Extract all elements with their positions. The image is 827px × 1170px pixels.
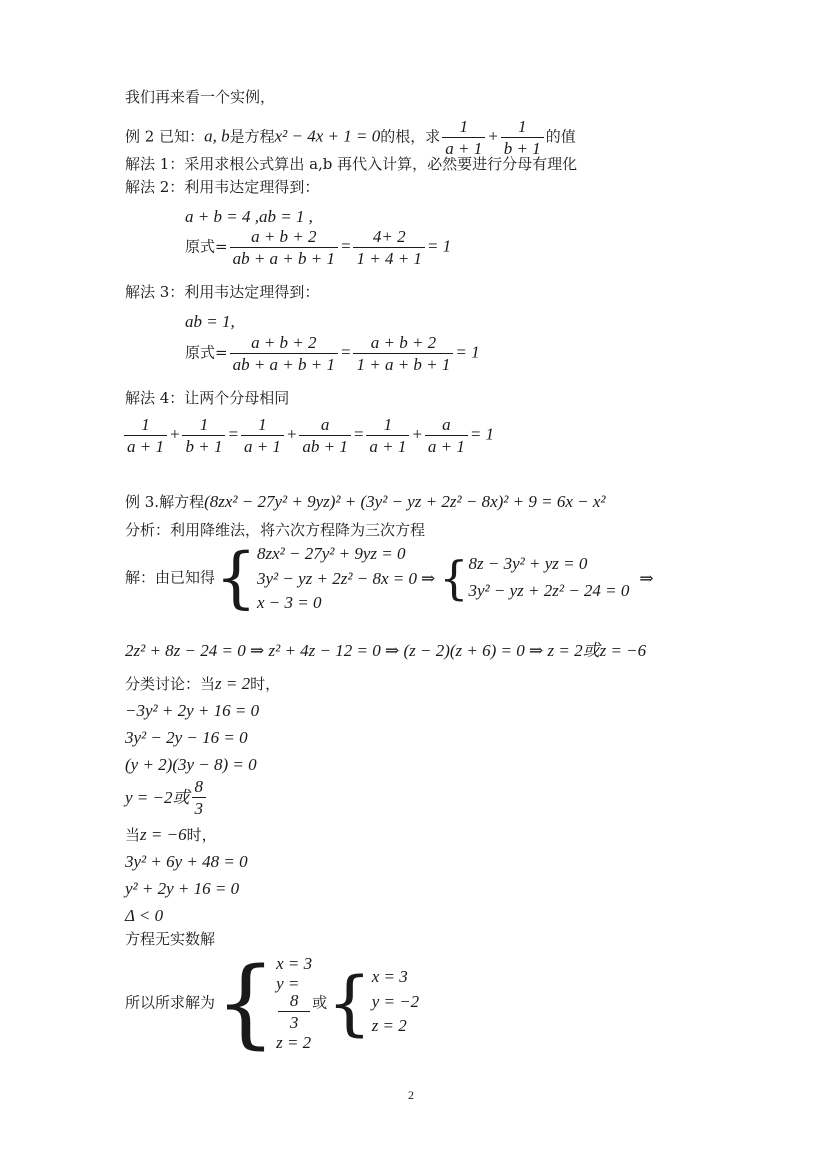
- left-brace: {: [327, 962, 372, 1044]
- term-4: $\frac{a}{ab + 1}$: [299, 416, 350, 455]
- plus-sign: +: [411, 424, 423, 444]
- result: = 1: [426, 236, 452, 256]
- term-2: $\frac{1}{b + 1}$: [182, 416, 225, 455]
- intro-line: 我们再来看一个实例，: [125, 88, 276, 106]
- solution-3-fraction-1: $\frac{a + b + 2}{ab + a + b + 1}$: [230, 334, 338, 373]
- solution-3-expression: [185, 334, 480, 373]
- solution-3-fraction-2: $\frac{a + b + 2}{1 + a + b + 1}$: [353, 334, 453, 373]
- solution-3-heading: 解法 3：利用韦达定理得到：: [125, 283, 320, 301]
- plus-sign: +: [487, 126, 499, 146]
- solution-set-2: { x = 3 y = −2 z = 2: [327, 962, 420, 1044]
- term-3: $\frac{1}{a + 1}$: [241, 416, 284, 455]
- result: = 1: [455, 342, 480, 362]
- solve-lead: 解：由已知得: [125, 568, 216, 587]
- z-chain: 2z² + 8z − 24 = 0 ⇒ z² + 4z − 12 = 0 ⇒ (z − 2)(z + 6) = 0 ⇒ z = 2或z = −6: [125, 641, 647, 660]
- fraction-1-over-a-plus-1: $\frac{1}{a + 1}$: [442, 118, 485, 157]
- solution-1: 解法 1：采用求根公式算出 a,b 再代入计算，必然要进行分母有理化: [125, 155, 578, 173]
- solution-2-fraction-1: $\frac{a + b + 2}{ab + a + b + 1}$: [230, 228, 338, 267]
- solution-4-heading: 解法 4：让两个分母相同: [125, 389, 290, 407]
- final-answer: [125, 947, 420, 1059]
- quadratic-equation: x² − 4x + 1 = 0: [274, 126, 381, 146]
- system-b: { 8z − 3y² + yz = 0 3y² − yz + 2z² − 24 = 0: [439, 551, 630, 605]
- case-2-line-1: 3y² + 6y + 48 = 0: [125, 852, 248, 871]
- case-1-line-3: (y + 2)(3y − 8) = 0: [125, 755, 257, 774]
- plus-sign: +: [285, 424, 298, 444]
- original-expression-label: 原式=: [185, 343, 228, 362]
- left-brace: {: [215, 539, 258, 616]
- solution-set-1: { x = 3 y = 8 3 z = 2: [215, 947, 313, 1059]
- left-brace: {: [215, 947, 277, 1059]
- term-6: $\frac{a}{a + 1}$: [425, 416, 468, 455]
- page-number: 2: [408, 1088, 414, 1102]
- roots-vars: a, b: [204, 126, 230, 146]
- fraction-1-over-b-plus-1: $\frac{1}{b + 1}$: [501, 118, 544, 157]
- case-1-heading: 分类讨论：当z = 2时，: [125, 674, 281, 693]
- or-word: 或: [312, 993, 328, 1012]
- solution-4-chain: [122, 416, 494, 455]
- case-2-line-4: 方程无实数解: [125, 930, 216, 948]
- example-2-tail: 的值: [545, 127, 576, 146]
- implies-arrow: ⇒: [639, 568, 654, 588]
- solution-2-fraction-2: $\frac{4+ 2}{1 + 4 + 1}$: [353, 228, 424, 267]
- term-1: $\frac{1}{a + 1}$: [124, 416, 167, 455]
- case-1-line-2: 3y² − 2y − 16 = 0: [125, 728, 248, 747]
- solution-2-vieta: a + b = 4 ,ab = 1 ,: [185, 207, 313, 226]
- result: = 1: [469, 424, 495, 444]
- analysis-line: 分析：利用降维法，将六次方程降为三次方程: [125, 521, 426, 539]
- example-3-lead: 例 3.解方程: [125, 493, 205, 511]
- case-2-line-2: y² + 2y + 16 = 0: [125, 879, 240, 898]
- case-2-heading: 当z = −6时，: [125, 825, 217, 844]
- system-derivation: [125, 539, 654, 616]
- original-expression-label: 原式=: [185, 237, 228, 256]
- case-2-line-3: Δ < 0: [125, 906, 164, 925]
- fraction-8-over-3: $\frac{8}{3}$: [192, 778, 207, 817]
- example-2-statement: [125, 118, 576, 157]
- case-1-line-4: y = −2或 $\frac{8}{3}$: [125, 778, 208, 817]
- implies-arrow: ⇒: [420, 568, 436, 588]
- solution-3-vieta: ab = 1,: [185, 312, 235, 331]
- case-1-line-1: −3y² + 2y + 16 = 0: [125, 701, 260, 720]
- equals-sign: =: [340, 236, 352, 256]
- term-5: $\frac{1}{a + 1}$: [366, 416, 409, 455]
- example-2-lead: 例 2 已知：: [125, 127, 205, 146]
- example-2-mid2: 的根，求: [380, 127, 441, 146]
- left-brace: {: [439, 551, 469, 605]
- equals-sign: =: [340, 342, 352, 362]
- plus-sign: +: [168, 424, 181, 444]
- solution-2-heading: 解法 2：利用韦达定理得到：: [125, 178, 320, 196]
- answer-lead: 所以所求解为: [125, 993, 216, 1012]
- example-3-equation: (8zx² − 27y² + 9yz)² + (3y² − yz + 2z² − 8x)² + 9 = 6x − x²: [204, 492, 606, 511]
- equals-sign: =: [227, 424, 239, 444]
- equals-sign: =: [352, 424, 365, 444]
- example-3-statement: [125, 493, 606, 510]
- solution-2-expression: [185, 228, 451, 267]
- example-2-mid: 是方程: [229, 127, 275, 146]
- system-a: { 8zx² − 27y² + 9yz = 0 3y² − yz + 2z² − 8x = 0 x − 3 = 0: [215, 539, 417, 616]
